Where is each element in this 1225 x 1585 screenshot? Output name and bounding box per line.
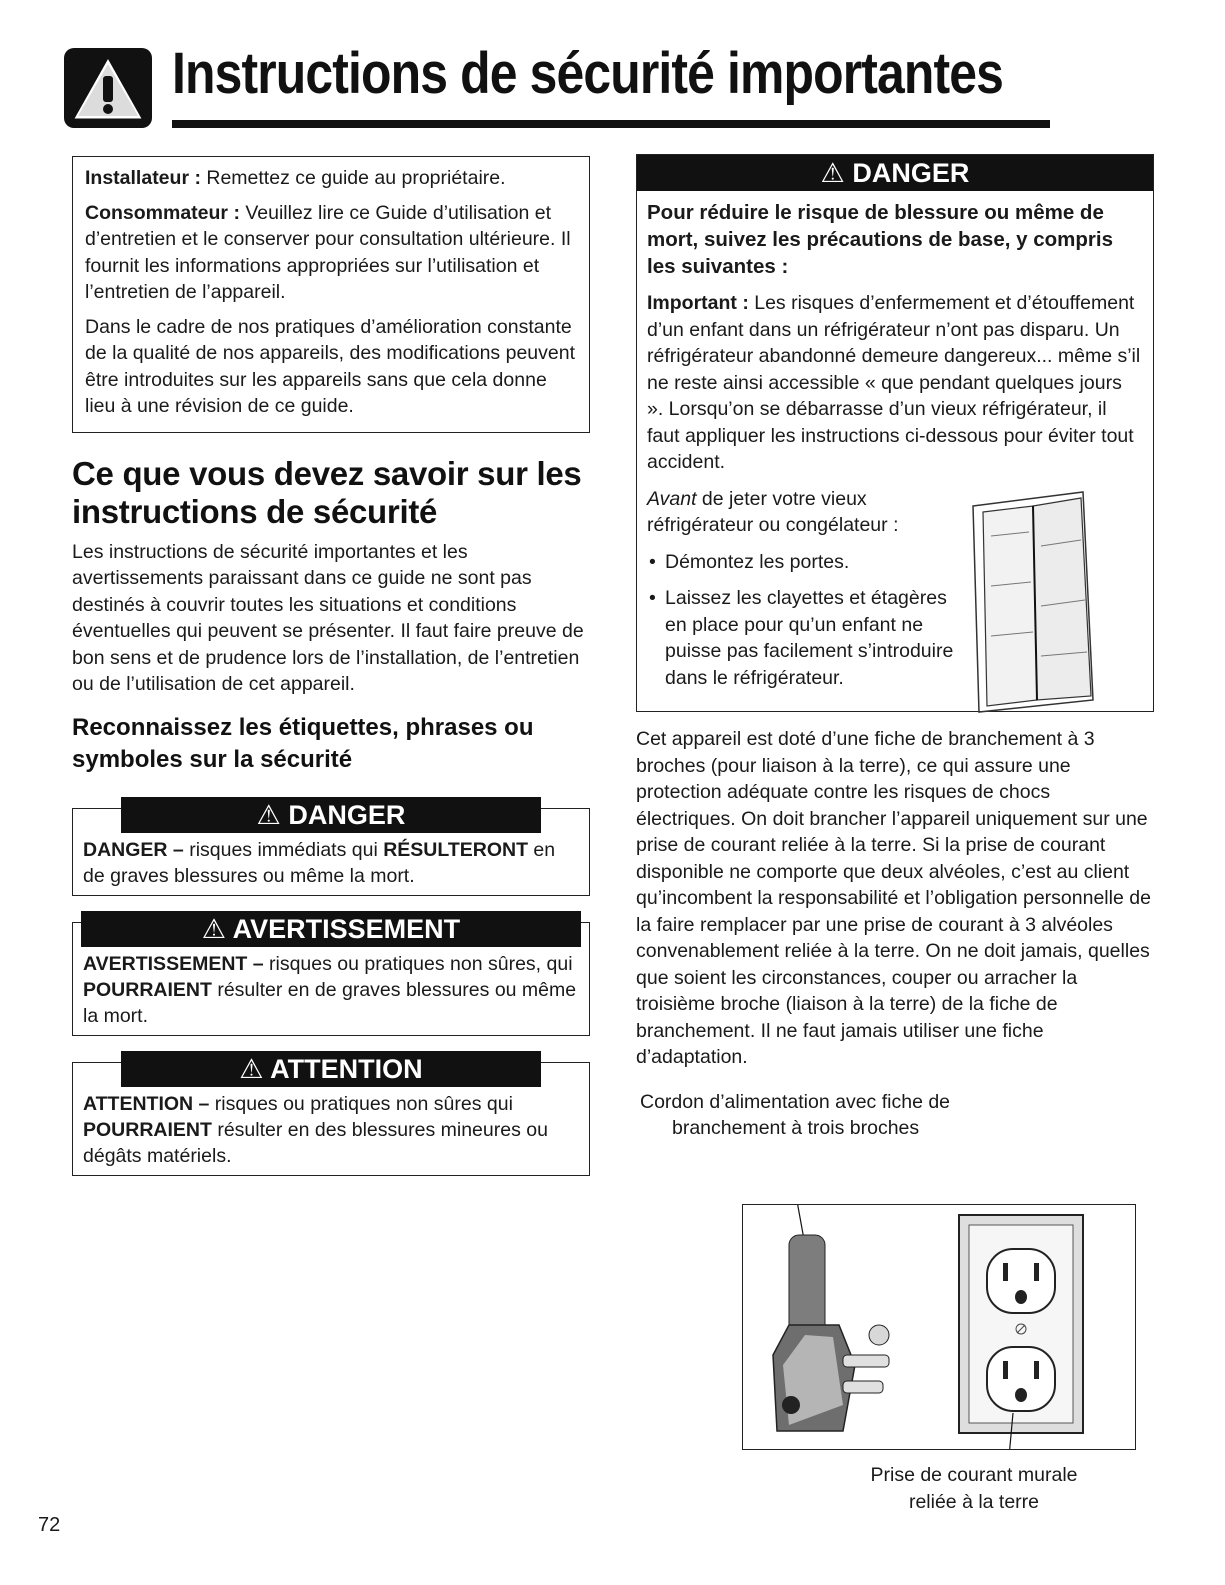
page-header: [64, 40, 1004, 130]
warning-signal-box: [72, 913, 590, 1036]
caution-signal-text: ATTENTION – risques ou pratiques non sûres qui POURRAIENT résulter en des blessures mineures ou dégâts matériels.: [83, 1092, 548, 1167]
plug-and-outlet-illustration: [742, 1204, 1136, 1450]
caution-signal-header: ⚠ ATTENTION: [121, 1051, 541, 1087]
consumer-text: Veuillez lire ce Guide d’utilisation et d’entretien et le conserver pour consultation ultérieure. Il fournit les informations appropriées sur l’utilisation et l’entretien de l’appareil.: [85, 201, 571, 303]
alert-triangle-icon: ⚠: [256, 799, 281, 830]
consumer-label: Consommateur :: [85, 201, 240, 224]
disposal-instructions: [647, 486, 1143, 692]
child-entrapment-danger-box: [636, 154, 1154, 712]
page-title: Instructions de sécurité importantes: [172, 41, 1004, 106]
danger-signal-text: DANGER – risques immédiats qui RÉSULTERONT en de graves blessures ou même la mort.: [83, 838, 556, 887]
danger-lead-text: Pour réduire le risque de blessure ou même de mort, suivez les précautions de base, y compris les suivantes :: [647, 201, 1113, 278]
title-underline: [172, 120, 1050, 128]
refrigerator-doors-removed-illustration: [963, 486, 1113, 716]
danger-box-content: [637, 191, 1153, 711]
important-paragraph: Important : Les risques d’enfermement et d’étouffement d’un enfant dans un réfrigérateur n’ont pas disparu. Un réfrigérateur abandonné demeure dangereux... même s’il ne reste ainsi accessible « que pendant quelques jours ». Lorsqu’on se débarrasse d’un vieux réfrigérateur, il faut appliquer les instructions ci-dessous pour éviter tout accident.: [647, 292, 1141, 473]
danger-signal-box: [72, 799, 590, 896]
installer-text: Remettez ce guide au propriétaire.: [200, 167, 506, 189]
installer-paragraph: [85, 165, 577, 192]
warning-triangle-icon: [64, 48, 152, 128]
list-item: • Démontez les portes.: [647, 549, 967, 576]
alert-triangle-icon: ⚠: [201, 913, 227, 944]
alert-triangle-icon: ⚠: [820, 158, 845, 188]
danger-box-header: ⚠ DANGER: [637, 155, 1153, 191]
three-prong-plug-icon: [773, 1235, 889, 1431]
grounding-paragraph: Cet appareil est doté d’une fiche de branchement à 3 broches (pour liaison à la terre), ce qui assure une protection adéquate contre les risques de chocs électriques. On doit brancher l’appareil uniquement sur une prise de courant reliée à la terre. Si la prise de courant disponible ne comporte que deux alvéoles, c’est au client qu’incombent la responsabilité et l’obligation personnelle de la faire remplacer par une prise de courant à 3 alvéoles convenablement reliée à la terre. On ne doit jamais, quelles que soient les circonstances, couper ou arracher la troisième broche (liaison à la terre) de la fiche de branchement. Il ne faut jamais utiliser une fiche d’adaptation.: [636, 728, 1151, 1068]
disposal-bullet-list: [647, 549, 967, 692]
warning-signal-text: AVERTISSEMENT – risques ou pratiques non sûres, qui POURRAIENT résulter en de graves blessures ou même la mort.: [83, 952, 577, 1027]
improvement-paragraph: Dans le cadre de nos pratiques d’amélioration constante de la qualité de nos appareils, des modifications peuvent être introduites sur les appareils sans que cela donne lieu à une révision de ce guide.: [85, 315, 575, 417]
wall-outlet-caption: Prise de courant murale reliée à la terre: [870, 1464, 1078, 1513]
caution-signal-box: [72, 1053, 590, 1176]
left-column: [72, 156, 590, 1190]
installer-label: Installateur :: [85, 167, 201, 189]
danger-signal-header: ⚠ DANGER: [121, 797, 541, 833]
wall-outlet-icon: [959, 1215, 1083, 1433]
power-cord-caption: Cordon d’alimentation avec fiche de branchement à trois broches: [640, 1090, 951, 1139]
intro-box: [72, 156, 590, 433]
section-subtitle: Reconnaissez les étiquettes, phrases ou symboles sur la sécurité: [72, 713, 534, 773]
consumer-paragraph: [85, 200, 577, 306]
right-column: [636, 154, 1154, 1513]
avant-paragraph: Avant de jeter votre vieux réfrigérateur ou congélateur :: [647, 487, 899, 536]
section-body: Les instructions de sécurité importantes et les avertissements paraissant dans ce guide ne sont pas destinés à couvrir toutes les situations et conditions éventuelles qui peuvent se présenter. Il faut faire preuve de bon sens et de prudence lors de l’installation, de l’entretien ou de l’utilisation de cet appareil.: [72, 540, 584, 695]
page-number: 72: [38, 1514, 61, 1536]
section-title: Ce que vous devez savoir sur les instructions de sécurité: [72, 454, 582, 530]
alert-triangle-icon: ⚠: [239, 1053, 264, 1084]
warning-signal-header: ⚠ AVERTISSEMENT: [81, 911, 581, 947]
list-item: • Laissez les clayettes et étagères en place pour qu’un enfant ne puisse pas facilement s’introduire dans le réfrigérateur.: [647, 585, 967, 691]
